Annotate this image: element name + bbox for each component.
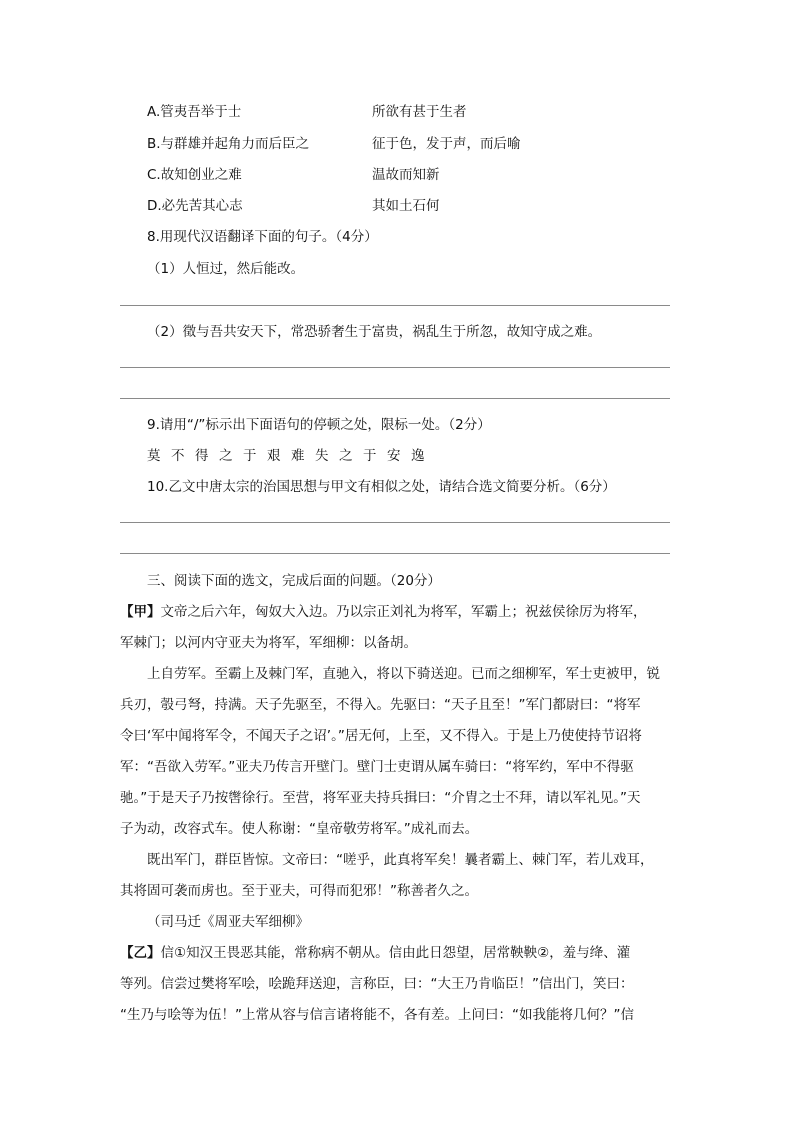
passage-yi-line: “生乃与哙等为伍！”上常从容与信言诸将能不，各有差。上问曰：“如我能将几何？”信 <box>120 1007 634 1023</box>
q8-sentence-1: （1）人恒过，然后能改。 <box>147 261 305 277</box>
passage-yi-line: 等列。信尝过樊将军哙，哙跪拜送迎，言称臣，曰：“大王乃肯临臣！”信出门，笑曰： <box>120 976 634 992</box>
q7-option-d-right: 其如土石何 <box>372 198 440 214</box>
passage-yi-line <box>120 943 630 963</box>
passage-yi-marker: 【乙】 <box>120 945 161 961</box>
section-heading: 三、阅读下面的选文，完成后面的问题。（20分） <box>147 573 441 589</box>
answer-line[interactable] <box>120 367 670 368</box>
q9-sentence: 莫不得之于艰难失之于安逸 <box>147 448 435 464</box>
q7-option-b-right: 征于色，发于声，而后喻 <box>372 136 521 152</box>
passage-jia-line: 军：“吾欲入劳军。”亚夫乃传言开壁门。壁门士吏谓从属车骑曰：“将军约，军中不得驱 <box>120 759 634 775</box>
q7-option-c-left: C.故知创业之难 <box>147 167 242 183</box>
passage-jia-line: 军棘门；以河内守亚夫为将军，军细柳：以备胡。 <box>120 635 417 651</box>
passage-jia-marker: 【甲】 <box>120 604 161 620</box>
passage-jia-line: 子为动，改容式车。使人称谢：“皇帝敬劳将军。”成礼而去。 <box>120 821 479 837</box>
q9-title: 9.请用“/”标示出下面语句的停顿之处，限标一处。（2分） <box>147 417 491 433</box>
passage-jia-line: 其将固可袭而虏也。至于亚夫，可得而犯邪！”称善者久之。 <box>120 883 478 899</box>
passage-yi-text: 信①知汉王畏恶其能，常称病不朝从。信由此日怨望，居常鞅鞅②，羞与绛、灌 <box>160 945 631 961</box>
answer-line[interactable] <box>120 522 670 523</box>
q7-option-a-left: A.管夷吾举于士 <box>147 104 242 120</box>
q7-option-d-left: D.必先苦其心志 <box>147 198 243 214</box>
passage-jia-line: 上自劳军。至霸上及棘门军，直驰入，将以下骑送迎。已而之细柳军，军士吏被甲，锐 <box>147 666 660 682</box>
answer-line[interactable] <box>120 398 670 399</box>
passage-jia-text: 文帝之后六年，匈奴大入边。乃以宗正刘礼为将军，军霸上；祝兹侯徐厉为将军， <box>160 604 647 620</box>
passage-jia-line <box>120 602 647 622</box>
passage-jia-line: 令曰‘军中闻将军令，不闻天子之诏’。”居无何，上至，又不得入。于是上乃使使持节诏将 <box>120 728 642 744</box>
passage-jia-line: 驰。”于是天子乃按辔徐行。至营，将军亚夫持兵揖曰：“介胄之士不拜，请以军礼见。”天 <box>120 790 641 806</box>
q7-option-b-left: B.与群雄并起角力而后臣之 <box>147 136 310 152</box>
q8-title: 8.用现代汉语翻译下面的句子。（4分） <box>147 229 378 245</box>
q10-title: 10.乙文中唐太宗的治国思想与甲文有相似之处，请结合选文简要分析。（6分） <box>147 479 616 495</box>
passage-jia-line: 既出军门，群臣皆惊。文帝曰：“嗟乎，此真将军矣！曩者霸上、棘门军，若儿戏耳， <box>147 852 654 868</box>
answer-line[interactable] <box>120 553 670 554</box>
answer-line[interactable] <box>120 305 670 306</box>
q7-option-c-right: 温故而知新 <box>372 167 440 183</box>
passage-jia-line: 兵刃，彀弓弩，持满。天子先驱至，不得入。先驱曰：“天子且至！”军门都尉曰：“将军 <box>120 697 641 713</box>
q7-option-a-right: 所欲有甚于生者 <box>372 104 467 120</box>
q8-sentence-2: （2）徵与吾共安天下，常恐骄奢生于富贵，祸乱生于所忽，故知守成之难。 <box>147 324 602 340</box>
passage-jia-source: （司马迁《周亚夫军细柳》 <box>147 914 309 930</box>
